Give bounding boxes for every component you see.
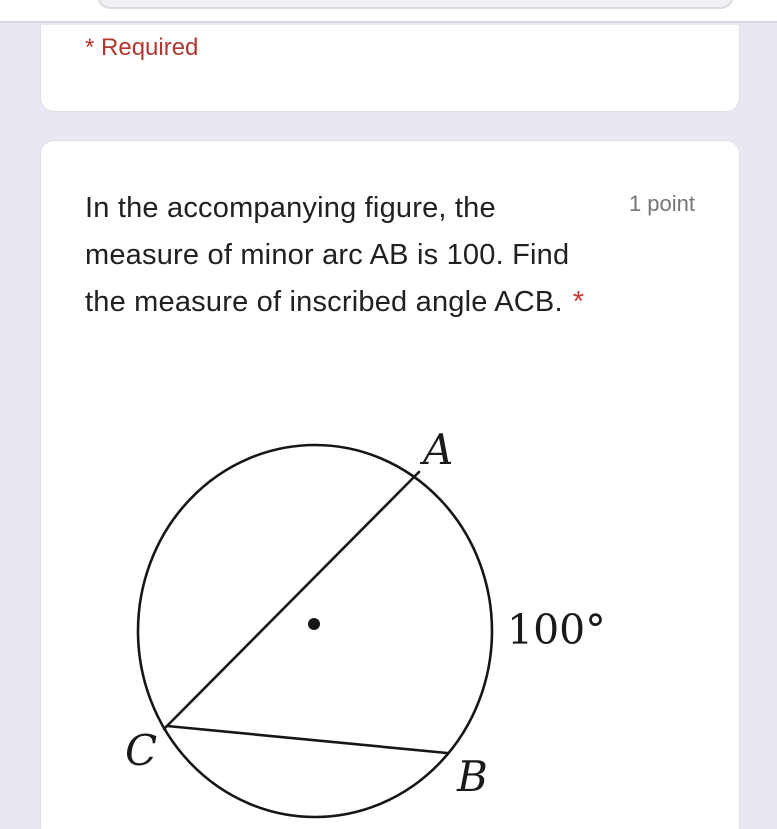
chord-CA — [164, 472, 419, 729]
question-text — [85, 185, 595, 326]
circle-outline — [138, 445, 492, 817]
required-note: * Required — [85, 34, 199, 61]
point-label-C: C — [125, 726, 158, 775]
point-label-B: B — [457, 752, 488, 801]
circle-diagram — [91, 403, 631, 829]
required-asterisk: * — [572, 286, 585, 318]
point-label-A: A — [423, 425, 454, 474]
arc-measure-label: 100° — [507, 606, 606, 654]
center-dot — [308, 618, 320, 630]
question-card — [40, 140, 740, 829]
previous-card-remnant — [0, 0, 777, 23]
question-header — [41, 141, 739, 326]
previous-answer-field[interactable] — [97, 0, 734, 9]
geometry-figure — [91, 403, 631, 829]
question-line-3: the measure of inscribed angle ACB. * — [85, 286, 585, 318]
chord-CB — [167, 726, 447, 753]
required-note-card — [40, 25, 740, 112]
question-line-2: measure of minor arc AB is 100. Find — [85, 239, 570, 271]
question-line-1: In the accompanying figure, the — [85, 192, 496, 224]
points-badge: 1 point — [628, 191, 695, 216]
